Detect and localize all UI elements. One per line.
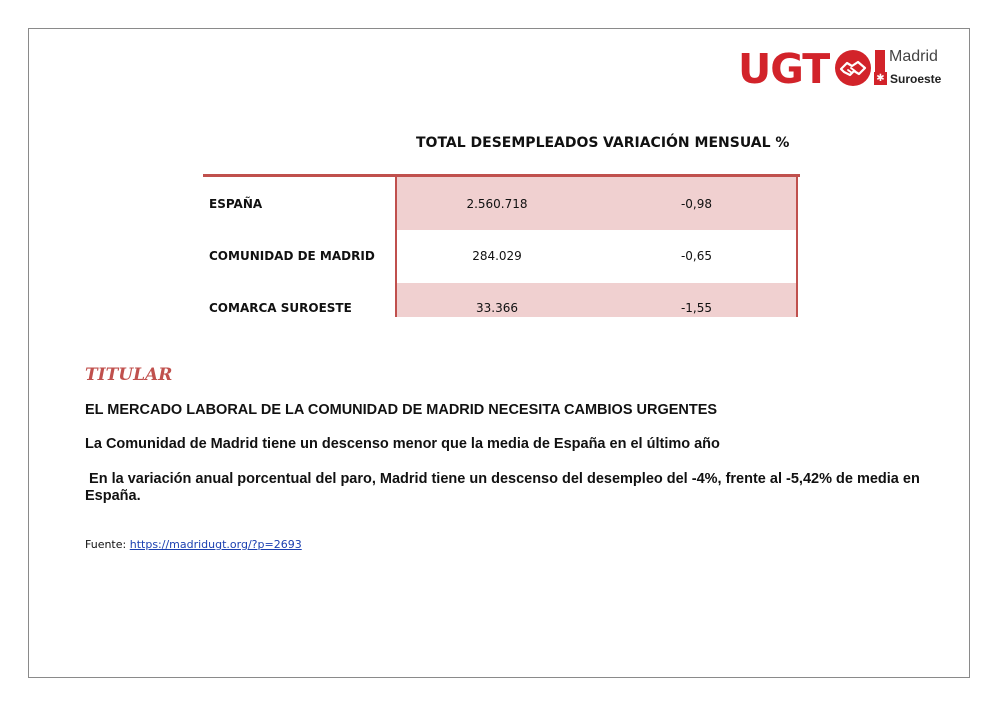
cell-variation-espana: -0,98 bbox=[680, 197, 713, 211]
row-label-comunidad: COMUNIDAD DE MADRID bbox=[209, 249, 375, 263]
star-icon: ✱ bbox=[874, 72, 887, 85]
source-line bbox=[85, 538, 302, 551]
logo-subregion: Suroeste bbox=[890, 72, 942, 86]
header-total-unemployed: TOTAL DESEMPLEADOS bbox=[416, 135, 599, 151]
logo-brand: UGT bbox=[738, 45, 830, 93]
page-frame bbox=[28, 28, 970, 678]
source-label: Fuente: bbox=[85, 538, 127, 551]
logo-region: Madrid bbox=[889, 48, 938, 65]
row-label-comarca: COMARCA SUROESTE bbox=[209, 301, 352, 315]
source-link[interactable]: https://madridugt.org/?p=2693 bbox=[129, 538, 302, 551]
logo-bar bbox=[875, 50, 885, 73]
handshake-icon bbox=[834, 49, 872, 87]
cell-total-espana: 2.560.718 bbox=[466, 197, 528, 211]
subheadline: La Comunidad de Madrid tiene un descenso menor que la media de España en el último año bbox=[85, 436, 720, 452]
body-text: En la variación anual porcentual del paro, Madrid tiene un descenso del desempleo del -4%, frente al -5,42% de media en España. bbox=[85, 471, 924, 504]
header-monthly-variation: VARIACIÓN MENSUAL % bbox=[603, 135, 790, 151]
section-title: TITULAR bbox=[85, 365, 173, 385]
table-divider-right bbox=[796, 177, 798, 317]
cell-total-comarca: 33.366 bbox=[476, 301, 518, 315]
cell-variation-comunidad: -0,65 bbox=[680, 249, 713, 263]
ugt-madrid-logo bbox=[738, 46, 948, 92]
headline: EL MERCADO LABORAL DE LA COMUNIDAD DE MADRID NECESITA CAMBIOS URGENTES bbox=[85, 402, 718, 418]
row-label-espana: ESPAÑA bbox=[209, 197, 263, 211]
cell-total-comunidad: 284.029 bbox=[472, 249, 522, 263]
cell-variation-comarca: -1,55 bbox=[680, 301, 713, 315]
